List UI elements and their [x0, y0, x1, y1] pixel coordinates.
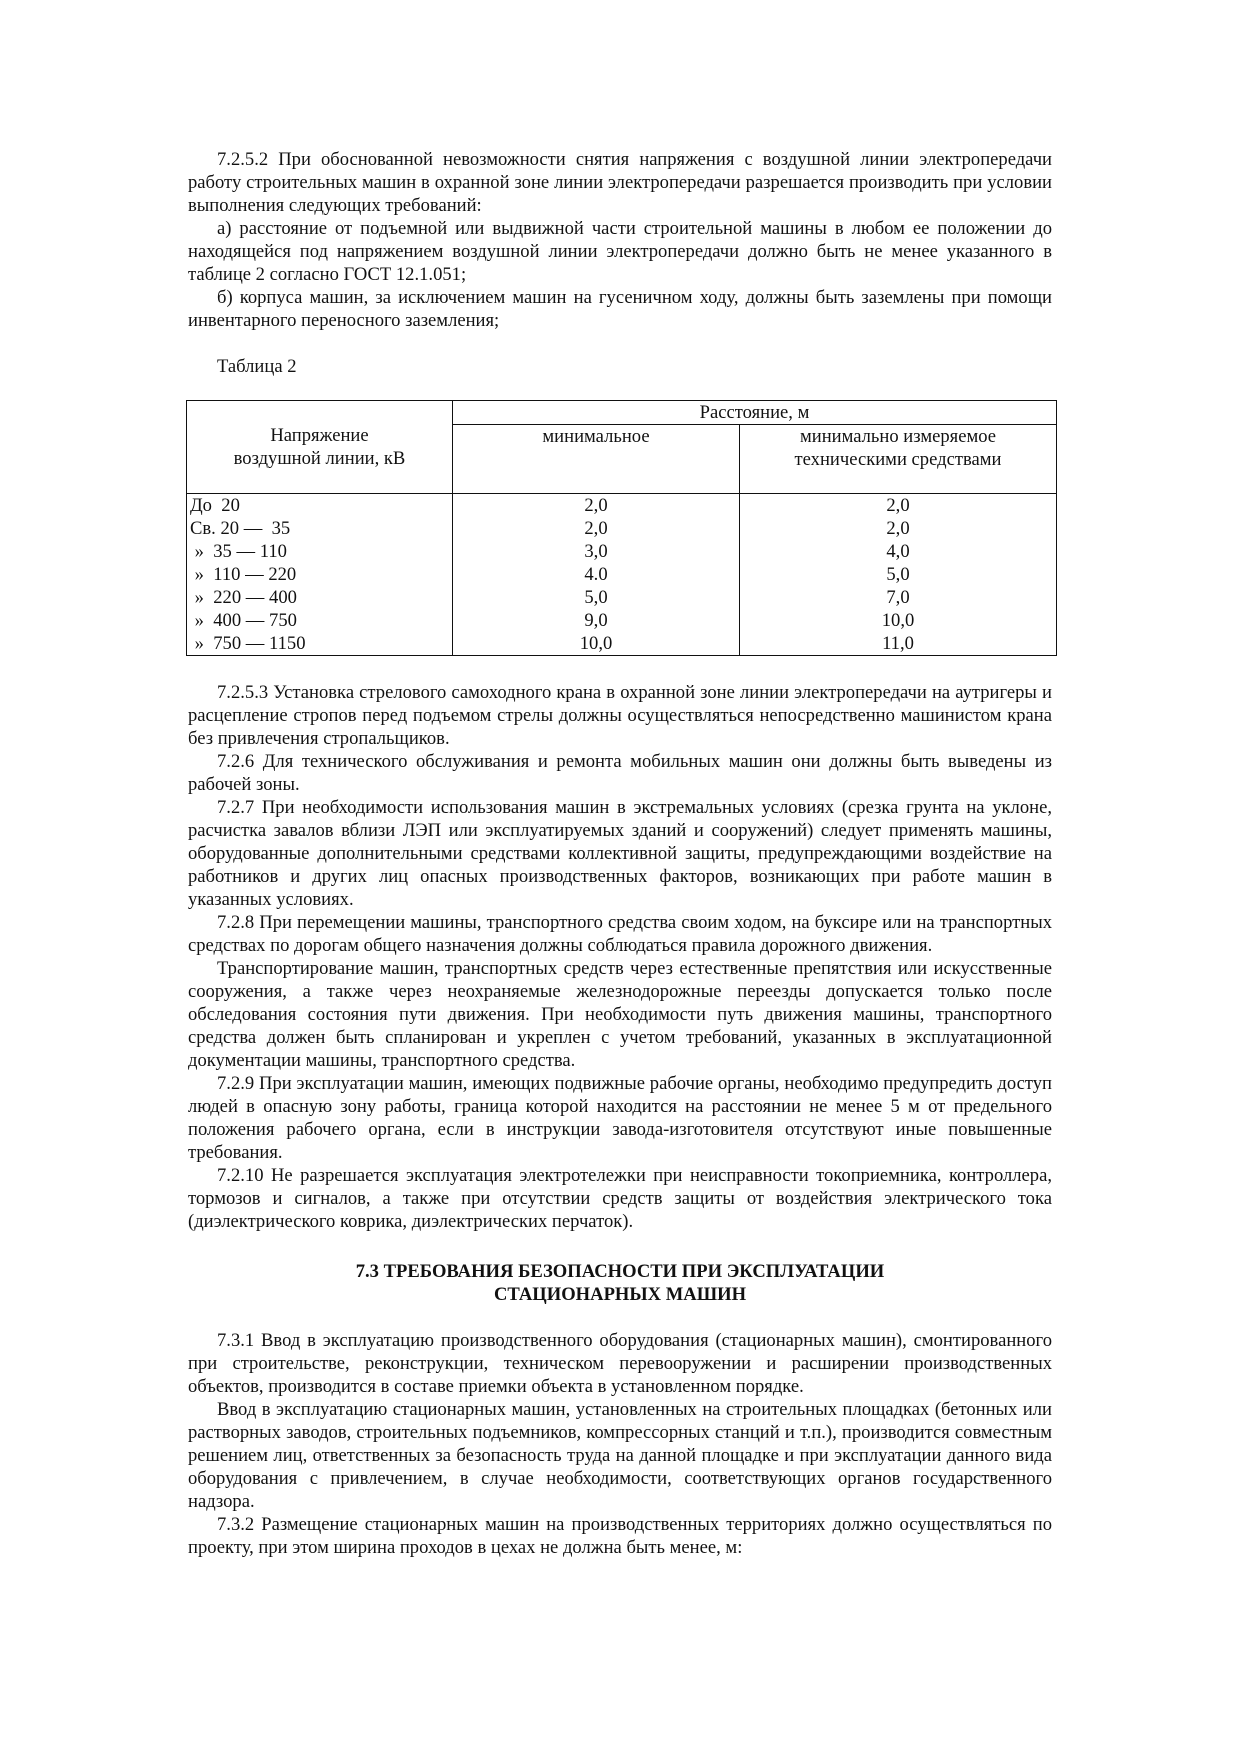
table-row	[187, 494, 1057, 518]
table-row	[187, 632, 1057, 656]
header-voltage-line1: Напряжение	[270, 425, 369, 446]
paragraph-7-2-6: 7.2.6 Для технического обслуживания и ремонта мобильных машин они должны быть выведены из рабочей зоны.	[188, 751, 1052, 795]
section-heading-line1: 7.3 ТРЕБОВАНИЯ БЕЗОПАСНОСТИ ПРИ ЭКСПЛУАТАЦИИ	[355, 1261, 885, 1282]
header-voltage-line2: воздушной линии, кВ	[233, 448, 406, 469]
document-page	[188, 148, 1052, 1559]
paragraph-7-2-8: 7.2.8 При перемещении машины, транспортного средства своим ходом, на буксире или на транспортных средствах по дорогам общего назначения должны соблюдаться правила дорожного движения.	[188, 912, 1052, 956]
cell-min: 4.0	[453, 563, 740, 586]
cell-voltage: » 35 — 110	[187, 540, 453, 563]
header-measured	[740, 425, 1057, 494]
cell-min: 9,0	[453, 609, 740, 632]
table-row	[187, 517, 1057, 540]
distance-table-wrapper	[186, 400, 1057, 656]
paragraph-7-2-5-3: 7.2.5.3 Установка стрелового самоходного крана в охранной зоне линии электропередачи на аутригеры и расцепление стропов перед подъемом стрелы должны осуществляться непосредственно машинистом крана без привлечения стропальщиков.	[188, 682, 1052, 749]
cell-measured: 11,0	[740, 632, 1057, 656]
cell-min: 2,0	[453, 517, 740, 540]
section-heading-line2: СТАЦИОНАРНЫХ МАШИН	[493, 1284, 747, 1305]
cell-min: 10,0	[453, 632, 740, 656]
header-min: минимальное	[453, 425, 740, 494]
paragraph-7-2-9: 7.2.9 При эксплуатации машин, имеющих подвижные рабочие органы, необходимо предупредить доступ людей в опасную зону работы, граница которой находится на расстоянии не менее 5 м от предельного положения рабочего органа, если в инструкции завода-изготовителя отсутствуют иные повышенные требования.	[188, 1073, 1052, 1163]
header-measured-line2: техническими средствами	[794, 449, 1002, 470]
cell-measured: 2,0	[740, 494, 1057, 518]
cell-min: 5,0	[453, 586, 740, 609]
table-row	[187, 609, 1057, 632]
paragraph-7-3-2: 7.3.2 Размещение стационарных машин на производственных территориях должно осуществляться по проекту, при этом ширина проходов в цехах не должна быть менее, м:	[188, 1514, 1052, 1558]
table-row	[187, 586, 1057, 609]
body-section-7-3	[188, 1329, 1052, 1559]
section-heading-7-3	[188, 1260, 1052, 1306]
paragraph-commissioning: Ввод в эксплуатацию стационарных машин, установленных на строительных площадках (бетонных или растворных заводов, строительных подъемников, компрессорных станций и т.п.), производится совместным решением лиц, ответственных за безопасность труда на данной площадке и при эксплуатации данного вида оборудования с привлечением, в случае необходимости, соответствующих органов государственного надзора.	[188, 1399, 1052, 1512]
cell-voltage: » 750 — 1150	[187, 632, 453, 656]
distance-table	[186, 400, 1057, 656]
cell-measured: 2,0	[740, 517, 1057, 540]
header-voltage	[187, 401, 453, 494]
paragraph-transport: Транспортирование машин, транспортных средств через естественные препятствия или искусственные сооружения, а также через неохраняемые железнодорожные переезды допускается только после обследования состояния пути движения. При необходимости путь движения машины, транспортного средства должен быть спланирован и укреплен с учетом требований, указанных в эксплуатационной документации машины, транспортного средства.	[188, 958, 1052, 1071]
cell-min: 3,0	[453, 540, 740, 563]
table-row	[187, 540, 1057, 563]
cell-measured: 5,0	[740, 563, 1057, 586]
cell-measured: 10,0	[740, 609, 1057, 632]
paragraph-item-a: а) расстояние от подъемной или выдвижной части строительной машины в любом ее положении до находящейся под напряжением воздушной линии электропередачи должно быть не менее указанного в таблице 2 согласно ГОСТ 12.1.051;	[188, 218, 1052, 285]
paragraph-7-2-7: 7.2.7 При необходимости использования машин в экстремальных условиях (срезка грунта на уклоне, расчистка завалов вблизи ЛЭП или эксплуатируемых зданий и сооружений) следует применять машины, оборудованные дополнительными средствами коллективной защиты, предупреждающими воздействие на работников и других лиц опасных производственных факторов, возникающих при работе машин в указанных условиях.	[188, 797, 1052, 910]
cell-voltage: » 220 — 400	[187, 586, 453, 609]
body-section-7-2	[188, 681, 1052, 1233]
cell-voltage: » 400 — 750	[187, 609, 453, 632]
cell-measured: 4,0	[740, 540, 1057, 563]
table-row	[187, 563, 1057, 586]
paragraph-item-b: б) корпуса машин, за исключением машин на гусеничном ходу, должны быть заземлены при помощи инвентарного переносного заземления;	[188, 287, 1052, 331]
paragraph-7-2-10: 7.2.10 Не разрешается эксплуатация электротележки при неисправности токоприемника, контроллера, тормозов и сигналов, а также при отсутствии средств защиты от воздействия электрического тока (диэлектрического коврика, диэлектрических перчаток).	[188, 1165, 1052, 1232]
cell-voltage: Св. 20 — 35	[187, 517, 453, 540]
cell-voltage: До 20	[187, 494, 453, 518]
header-measured-line1: минимально измеряемое	[799, 426, 997, 447]
cell-measured: 7,0	[740, 586, 1057, 609]
cell-voltage: » 110 — 220	[187, 563, 453, 586]
table-caption: Таблица 2	[217, 356, 297, 377]
cell-min: 2,0	[453, 494, 740, 518]
paragraph-7-3-1: 7.3.1 Ввод в эксплуатацию производственного оборудования (стационарных машин), смонтированного при строительстве, реконструкции, техническом перевооружении и расширении производственных объектов, производится в составе приемки объекта в установленном порядке.	[188, 1330, 1052, 1397]
header-distance-group: Расстояние, м	[453, 401, 1057, 425]
paragraph-7-2-5-2: 7.2.5.2 При обоснованной невозможности снятия напряжения с воздушной линии электропередачи работу строительных машин в охранной зоне линии электропередачи разрешается производить при условии выполнения следующих требований:	[188, 149, 1052, 216]
